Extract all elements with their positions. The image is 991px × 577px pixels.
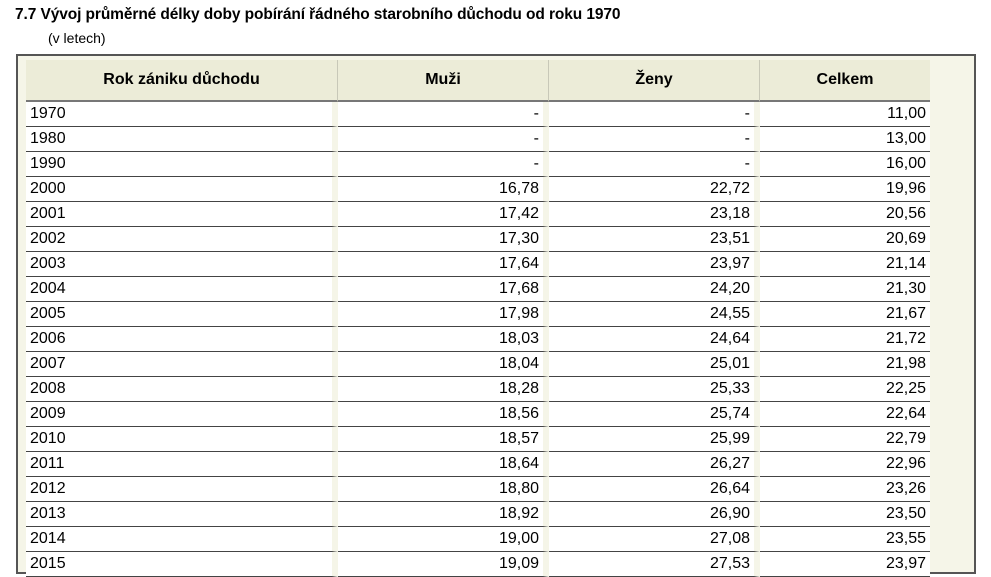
cell-year: 1970	[26, 102, 338, 127]
table-row	[26, 127, 930, 152]
table-row	[26, 202, 930, 227]
cell-women: 24,55	[549, 302, 760, 327]
cell-women: 26,64	[549, 477, 760, 502]
cell-total: 23,50	[760, 502, 930, 527]
cell-women: 22,72	[549, 177, 760, 202]
column-header-year: Rok zániku důchodu	[26, 60, 338, 102]
table-row	[26, 277, 930, 302]
cell-year: 2003	[26, 252, 338, 277]
table-row	[26, 452, 930, 477]
cell-men: -	[338, 152, 549, 177]
cell-men: -	[338, 127, 549, 152]
cell-women: 23,97	[549, 252, 760, 277]
cell-total: 20,69	[760, 227, 930, 252]
cell-women: 23,18	[549, 202, 760, 227]
cell-women: 25,74	[549, 402, 760, 427]
table-row	[26, 302, 930, 327]
cell-year: 2010	[26, 427, 338, 452]
table-row	[26, 402, 930, 427]
cell-total: 23,97	[760, 552, 930, 577]
cell-year: 2006	[26, 327, 338, 352]
cell-women: 24,20	[549, 277, 760, 302]
data-table	[26, 60, 930, 577]
cell-year: 2009	[26, 402, 338, 427]
cell-men: 18,28	[338, 377, 549, 402]
cell-year: 2013	[26, 502, 338, 527]
cell-men: 19,00	[338, 527, 549, 552]
cell-year: 2014	[26, 527, 338, 552]
cell-year: 2000	[26, 177, 338, 202]
cell-men: 18,92	[338, 502, 549, 527]
cell-total: 16,00	[760, 152, 930, 177]
table-row	[26, 502, 930, 527]
cell-women: 25,33	[549, 377, 760, 402]
table-row	[26, 102, 930, 127]
cell-men: 18,57	[338, 427, 549, 452]
cell-women: 27,53	[549, 552, 760, 577]
cell-men: 17,98	[338, 302, 549, 327]
cell-women: 23,51	[549, 227, 760, 252]
page-subtitle: (v letech)	[48, 30, 106, 46]
cell-year: 2002	[26, 227, 338, 252]
cell-men: 19,09	[338, 552, 549, 577]
cell-year: 2005	[26, 302, 338, 327]
cell-men: 18,80	[338, 477, 549, 502]
cell-total: 22,25	[760, 377, 930, 402]
cell-men: 16,78	[338, 177, 549, 202]
cell-women: 26,90	[549, 502, 760, 527]
cell-men: 17,42	[338, 202, 549, 227]
table-row	[26, 177, 930, 202]
table-row	[26, 152, 930, 177]
cell-men: 18,56	[338, 402, 549, 427]
column-header-total: Celkem	[760, 60, 930, 102]
cell-total: 20,56	[760, 202, 930, 227]
table-row	[26, 327, 930, 352]
cell-women: 24,64	[549, 327, 760, 352]
table-row	[26, 377, 930, 402]
table-row	[26, 227, 930, 252]
cell-year: 2007	[26, 352, 338, 377]
table-row	[26, 352, 930, 377]
cell-year: 1980	[26, 127, 338, 152]
cell-men: 18,03	[338, 327, 549, 352]
cell-total: 13,00	[760, 127, 930, 152]
cell-total: 11,00	[760, 102, 930, 127]
cell-women: -	[549, 152, 760, 177]
cell-women: 27,08	[549, 527, 760, 552]
table-header-row	[26, 60, 930, 102]
table-row	[26, 477, 930, 502]
cell-year: 2001	[26, 202, 338, 227]
table-body	[26, 102, 930, 577]
cell-year: 2008	[26, 377, 338, 402]
cell-men: -	[338, 102, 549, 127]
cell-men: 17,64	[338, 252, 549, 277]
column-header-women: Ženy	[549, 60, 760, 102]
cell-men: 17,30	[338, 227, 549, 252]
cell-year: 2004	[26, 277, 338, 302]
table-row	[26, 527, 930, 552]
cell-total: 21,30	[760, 277, 930, 302]
cell-women: 26,27	[549, 452, 760, 477]
page-title: 7.7 Vývoj průměrné délky doby pobírání řádného starobního důchodu od roku 1970	[15, 6, 621, 23]
cell-total: 21,67	[760, 302, 930, 327]
cell-year: 2011	[26, 452, 338, 477]
cell-total: 21,98	[760, 352, 930, 377]
cell-men: 18,04	[338, 352, 549, 377]
column-header-men: Muži	[338, 60, 549, 102]
table-row	[26, 552, 930, 577]
cell-total: 23,26	[760, 477, 930, 502]
cell-total: 21,14	[760, 252, 930, 277]
cell-total: 23,55	[760, 527, 930, 552]
cell-men: 18,64	[338, 452, 549, 477]
cell-total: 22,64	[760, 402, 930, 427]
cell-total: 22,79	[760, 427, 930, 452]
cell-year: 1990	[26, 152, 338, 177]
cell-total: 19,96	[760, 177, 930, 202]
table-row	[26, 252, 930, 277]
cell-year: 2015	[26, 552, 338, 577]
cell-women: -	[549, 102, 760, 127]
cell-women: 25,01	[549, 352, 760, 377]
table-row	[26, 427, 930, 452]
cell-women: 25,99	[549, 427, 760, 452]
cell-women: -	[549, 127, 760, 152]
cell-year: 2012	[26, 477, 338, 502]
cell-total: 22,96	[760, 452, 930, 477]
cell-men: 17,68	[338, 277, 549, 302]
cell-total: 21,72	[760, 327, 930, 352]
table-container	[16, 54, 976, 574]
